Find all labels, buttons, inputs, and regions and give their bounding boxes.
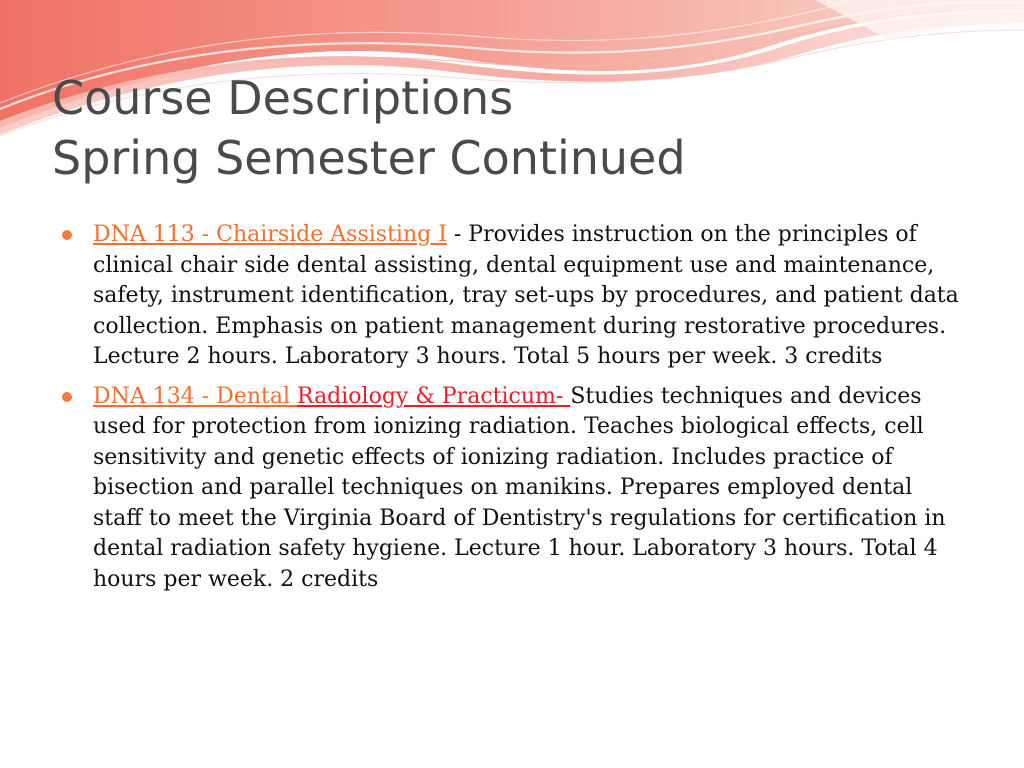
course-link-dna-113[interactable]: DNA 113 - Chairside Assisting I bbox=[93, 222, 447, 247]
course-link-dna-134-dental[interactable]: DNA 134 - Dental bbox=[93, 383, 297, 409]
course-link-radiology-practicum[interactable]: Radiology & Practicum- bbox=[297, 383, 571, 409]
title-line-course-descriptions: Course Descriptions bbox=[52, 71, 514, 125]
bullet-icon bbox=[62, 230, 72, 240]
title-line-spring-semester: Spring Semester Continued bbox=[52, 131, 686, 185]
bullet-icon bbox=[62, 392, 72, 402]
course-item-dna-134 bbox=[58, 382, 968, 596]
course-description-dna-113: - Provides instruction on the principles of clinical chair side dental assisting, dental equipment use and maintenance, safety, instrument identification, tray set-ups by procedures, and patient data collection. Emphasis on patient management during restorative procedures. Lecture 2 hours. Laboratory 3 hours. Total 5 hours per week. 3 credits bbox=[93, 222, 959, 369]
course-item-dna-113 bbox=[58, 220, 968, 373]
course-description-list bbox=[58, 220, 968, 604]
course-description-dna-134: Studies techniques and devices used for protection from ionizing radiation. Teaches biological effects, cell sensitivity and genetic effects of ionizing radiation. Includes practice of bisection and parallel techniques on manikins. Prepares employed dental staff to meet the Virginia Board of Dentistry's regulations for certification in dental radiation safety hygiene. Lecture 1 hour. Laboratory 3 hours. Total 4 hours per week. 2 credits bbox=[93, 383, 946, 592]
page-title bbox=[52, 68, 992, 188]
